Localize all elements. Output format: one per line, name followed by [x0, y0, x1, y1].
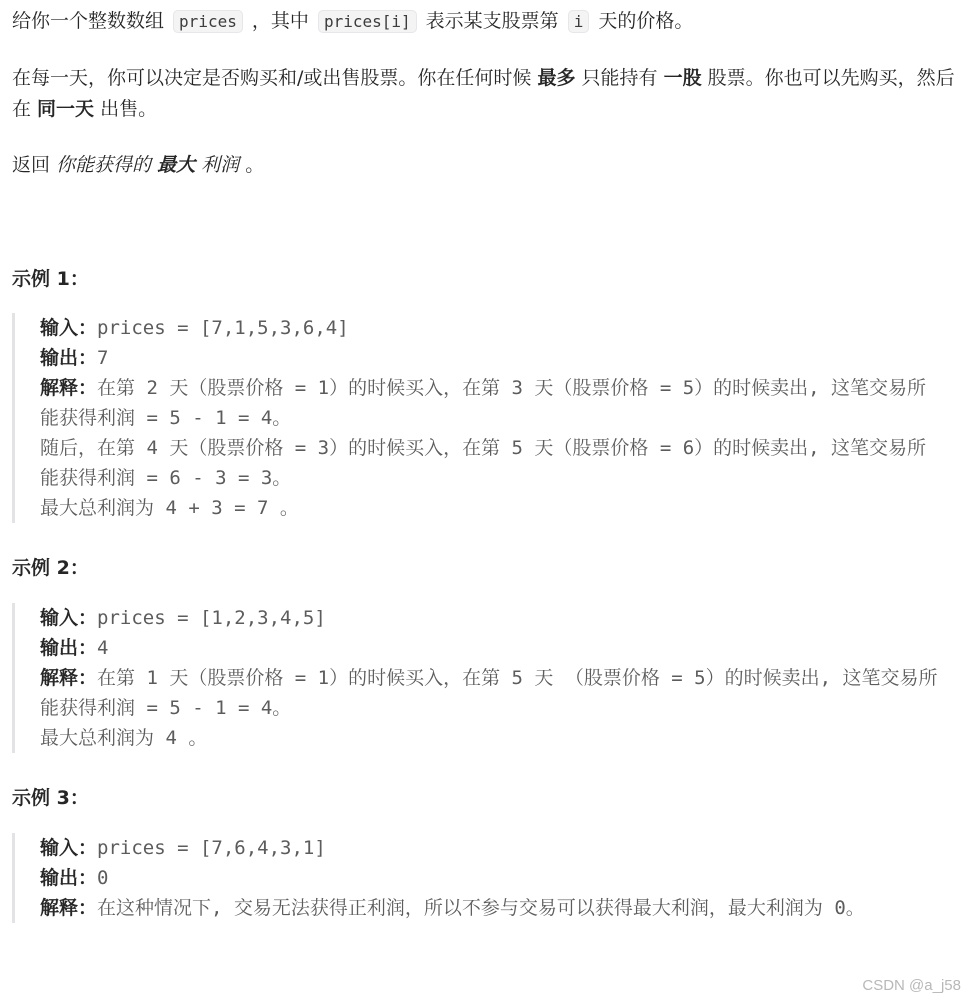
example-input-line: [40, 833, 940, 863]
example-input-line: [40, 313, 940, 343]
output-label: 输出：: [40, 637, 98, 659]
example-explanation-line: [40, 893, 940, 923]
example-title: 示例 1：: [12, 268, 89, 290]
example-explanation-line: 随后，在第 4 天（股票价格 = 3）的时候买入，在第 5 天（股票价格 = 6）的时候卖出, 这笔交易所能获得利润 = 6 - 3 = 3。: [40, 437, 927, 489]
example-input: prices = [7,1,5,3,6,4]: [97, 317, 349, 339]
text: 表示某支股票第: [419, 10, 565, 32]
example-explanation-line: [40, 373, 940, 433]
bold-text: 一股: [663, 67, 702, 89]
input-label: 输入：: [40, 607, 98, 629]
italic-text: 利润: [195, 154, 240, 176]
example-output-line: [40, 343, 940, 373]
return-paragraph: [12, 150, 957, 181]
explanation-label: 解释：: [40, 377, 98, 399]
inline-code-prices-i: prices[i]: [318, 10, 417, 33]
example-output-line: [40, 863, 940, 893]
text: 天的价格。: [592, 10, 694, 32]
text: 只能持有: [575, 67, 664, 89]
inline-code-prices: prices: [173, 10, 243, 33]
output-label: 输出：: [40, 867, 98, 889]
example-explanation: 在这种情况下, 交易无法获得正利润，所以不参与交易可以获得最大利润，最大利润为 0。: [97, 897, 865, 919]
example-input: prices = [7,6,4,3,1]: [97, 837, 326, 859]
example-block: [12, 313, 940, 523]
explanation-label: 解释：: [40, 897, 98, 919]
italic-text: 你能获得的: [56, 154, 158, 176]
example-title: 示例 3：: [12, 787, 89, 809]
example-output: 4: [97, 637, 109, 659]
inline-code-i: i: [568, 10, 590, 33]
example-output: 0: [97, 867, 109, 889]
explanation-label: 解释：: [40, 667, 98, 689]
example-explanation-line: [40, 663, 940, 723]
csdn-watermark: CSDN @a_j58: [862, 977, 961, 994]
example-explanation: 在第 1 天（股票价格 = 1）的时候买入，在第 5 天 （股票价格 = 5）的时候卖出, 这笔交易所能获得利润 = 5 - 1 = 4。: [40, 667, 938, 719]
bold-text: 同一天: [37, 98, 95, 120]
example-explanation-line: 最大总利润为 4 + 3 = 7 。: [40, 497, 299, 519]
input-label: 输入：: [40, 317, 98, 339]
text: 给你一个整数数组: [12, 10, 171, 32]
example-explanation-line: 最大总利润为 4 。: [40, 727, 208, 749]
input-label: 输入：: [40, 837, 98, 859]
text: 。: [239, 154, 265, 176]
text: 股票。你也可以先购买，然后在: [12, 67, 955, 120]
output-label: 输出：: [40, 347, 98, 369]
bold-text: 最多: [537, 67, 576, 89]
problem-statement-paragraph: [12, 6, 957, 37]
example-input: prices = [1,2,3,4,5]: [97, 607, 326, 629]
text: 返回: [12, 154, 57, 176]
example-title: 示例 2：: [12, 557, 89, 579]
bold-italic-text: 最大: [157, 154, 196, 176]
example-explanation: 在第 2 天（股票价格 = 1）的时候买入，在第 3 天（股票价格 = 5）的时候卖出, 这笔交易所能获得利润 = 5 - 1 = 4。: [40, 377, 927, 429]
example-block: [12, 833, 940, 923]
example-output-line: [40, 633, 940, 663]
text: 出售。: [94, 98, 158, 120]
example-input-line: [40, 603, 940, 633]
example-output: 7: [97, 347, 109, 369]
rules-paragraph: [12, 63, 957, 125]
example-block: [12, 603, 940, 753]
text: ，其中: [245, 10, 315, 32]
text: 在每一天，你可以决定是否购买和/或出售股票。你在任何时候: [12, 67, 538, 89]
